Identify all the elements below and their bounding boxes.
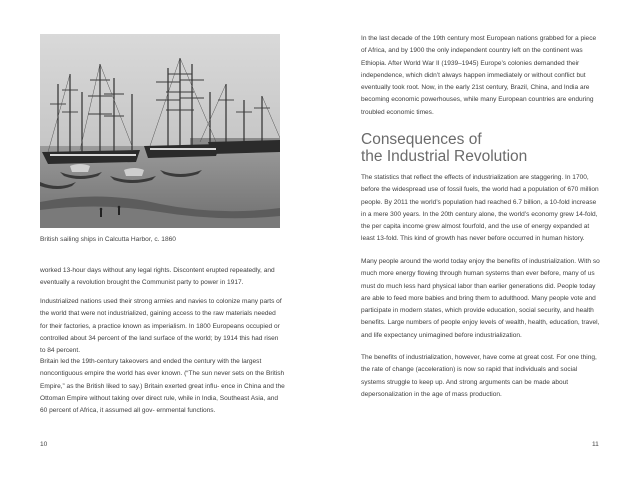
right-paragraph-1: The statistics that reflect the effects of industrialization are staggering. In 1700, before the widespread use of fossil fuels, the world had a population of 670 million people. By 2011 the world’s population had reached 6.7 billion, a 10-fold increase in a mere 300 years. In the 20th century alone, the world’s economy grew 14-fold, the per capita income grew almost fourfold, and the use of energy expanded at least 13-fold. This kind of growth has never before occurred in human history. [361,174,599,243]
right-page [319,0,638,479]
section-heading-line-1: Consequences of [361,131,482,148]
harbor-photo-drawing [40,34,280,228]
harbor-photo [40,34,280,228]
right-intro-paragraph: In the last decade of the 19th century most European nations grabbed for a piece of Africa, and by 1900 the only independent country left on the continent was Ethiopia. After World War II (1939–1945) Europe’s colonies demanded their independence, which didn’t always happen immediately or without conflict but eventually took root. Now, in the early 21st century, Brazil, China, and India are becoming economic powerhouses, while many European countries are enduring troubled economic times. [361,35,597,116]
section-heading [361,131,601,165]
photo-caption: British sailing ships in Calcutta Harbor, c. 1860 [40,236,176,243]
page-number-right: 11 [592,441,599,448]
page-number-left: 10 [40,441,48,448]
right-paragraph-2: Many people around the world today enjoy the benefits of industrialization. With so much more energy flowing through human systems than ever before, many of us must do much less hard physical labor than earlier generations did. People today are able to feed more babies and bring them to adulthood. Many people vote and participate in modern states, which provide education, social security, and health benefits. Large numbers of people enjoy levels of wealth, health, education, travel, and life expectancy unimagined before industrialization. [361,258,600,339]
left-paragraph-3: Britain led the 19th-century takeovers and ended the century with the largest noncontiguous empire the world has ever known. (“The sun never sets on the British Empire,” as the British liked to say.) Britain exerted great influ- ence in China and the Ottoman Empire without taking over direct rule, while in India, Southeast Asia, and 60 percent of Africa, it assumed all gov- ernmental functions. [40,358,285,415]
right-paragraph-3: The benefits of industrialization, however, have come at great cost. For one thing, the rate of change (acceleration) is now so rapid that individuals and social systems struggle to keep up. And strong arguments can be made about depersonalization in the age of mass production. [361,354,597,398]
left-paragraph-2: Industrialized nations used their strong armies and navies to colonize many parts of the world that were not industrialized, gaining access to the raw materials needed for their factories, a practice known as imperialism. In 1800 Europeans occupied or controlled about 34 percent of the land surface of the world; by 1914 this had risen to 84 percent. [40,298,282,355]
section-heading-line-2: the Industrial Revolution [361,148,528,165]
left-paragraph-1: worked 13-hour days without any legal rights. Discontent erupted repeatedly, and eventually a revolution brought the Communist party to power in 1917. [40,267,275,287]
